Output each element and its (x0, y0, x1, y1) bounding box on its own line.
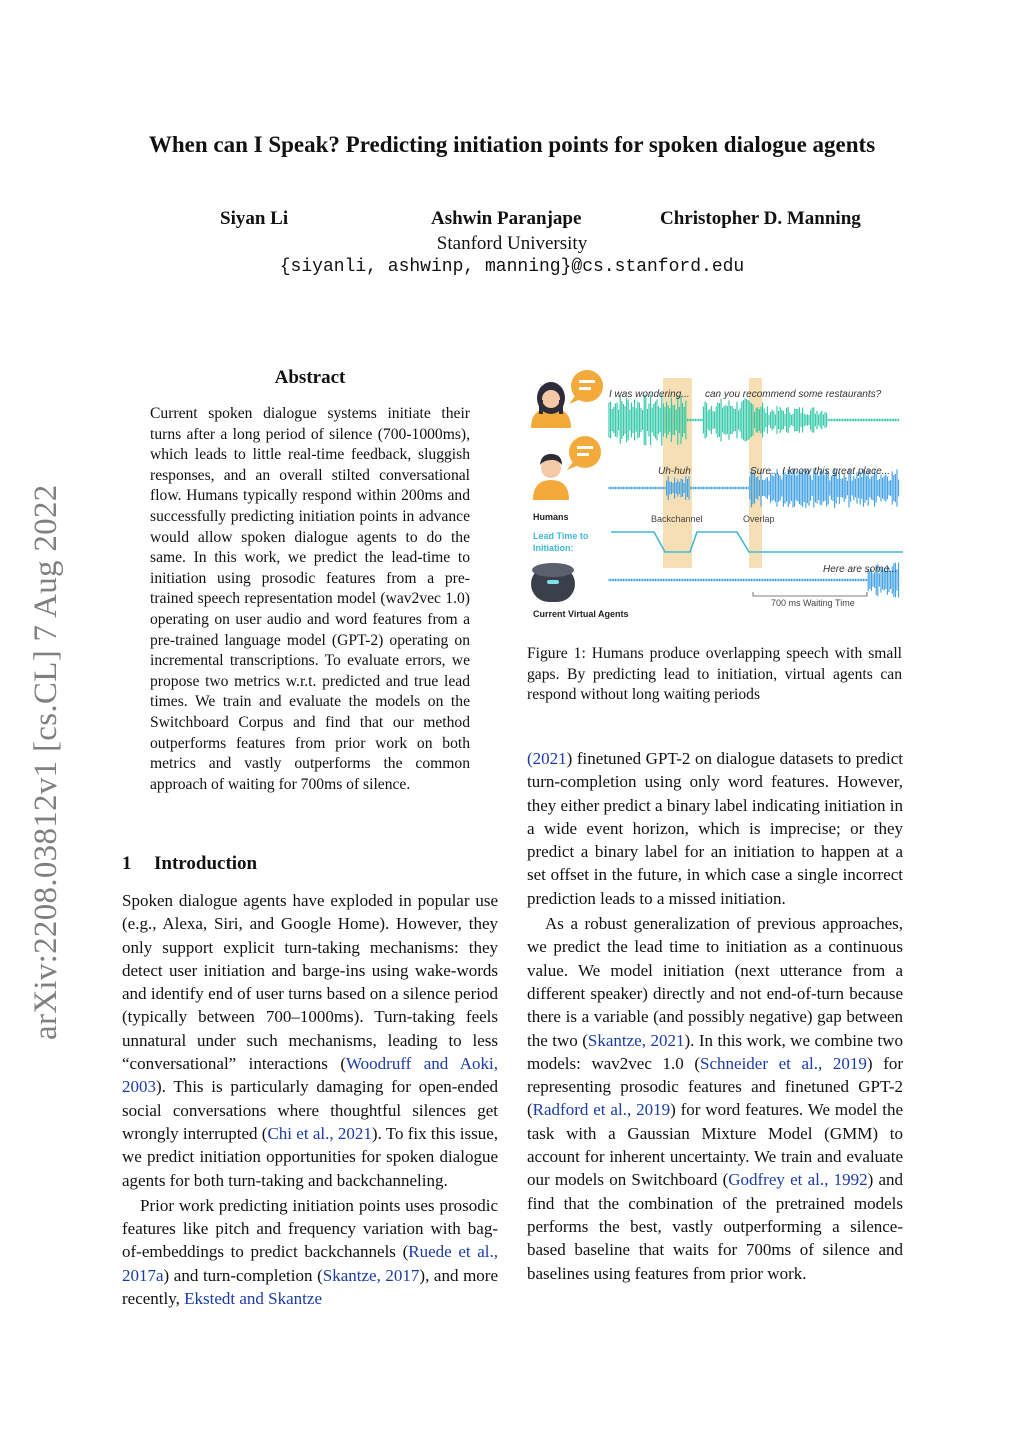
label-backchannel: Backchannel (651, 514, 703, 524)
smart-speaker-icon (531, 563, 575, 602)
citation-link[interactable]: Chi et al., 2021 (267, 1123, 372, 1143)
speech-bubble-icon (569, 370, 603, 404)
citation-link[interactable]: (2021 (527, 749, 567, 768)
author-1: Siyan Li (220, 208, 289, 229)
citation-link[interactable]: Ruede et al., 2017a (122, 1242, 499, 1285)
label-lead-time: Lead Time to Initiation: (533, 531, 589, 553)
label-agents: Current Virtual Agents (533, 609, 629, 619)
agent-response: Here are some... (823, 564, 898, 575)
arxiv-identifier: arXiv:2208.03812v1 [cs.CL] 7 Aug 2022 (28, 484, 64, 1040)
woman-avatar-icon (531, 382, 571, 428)
intro-paragraph-1: Spoken dialogue agents have exploded in popular use (e.g., Alexa, Siri, and Google Home). However, they only support explicit turn-taking mechanisms: they detect user initiation and barge-ins using wake-words and identify end of user turns based on a silence period (typically between 700–1000ms). Turn-taking feels unnatural under such mechanisms, leading to less “conversational” interactions (Woodruff and Aoki, 2003). This is particularly damaging for open-ended social conversations where thoughtful silences get wrongly interrupted (Chi et al., 2021). To fix this issue, we predict initiation opportunities for spoken dialogue agents for both turn-taking and backchanneling. (122, 891, 499, 1190)
right-column (527, 747, 903, 1285)
figure-caption: Figure 1: Humans produce overlapping speech with small gaps. By predicting lead to initiation, virtual agents can respond without long waiting periods (527, 645, 902, 704)
figure-1 (527, 370, 903, 630)
left-column (122, 889, 498, 1310)
abstract-heading: Abstract (274, 367, 346, 388)
citation-link[interactable]: Skantze, 2021 (587, 1030, 685, 1050)
utterance-1a: I was wondering... (609, 389, 690, 400)
intro-paragraph-3: (2021) finetuned GPT-2 on dialogue datasets to predict turn-completion using only word features. However, they either predict a binary label indicating initiation in a wide event horizon, which is imprecise; or they predict a binary label for an initiation to happen at a set offset in the future, in which case a single incorrect prediction leads to a missed initiation. (527, 749, 903, 908)
citation-link[interactable]: Skantze, 2017 (322, 1265, 420, 1285)
label-overlap: Overlap (743, 514, 775, 524)
intro-paragraph-4: As a robust generalization of previous approaches, we predict the lead time to initiation as a continuous value. We model initiation (next utterance from a different speaker) directly and not end-of-turn because there is a variable (and possibly negative) gap between the two (Skantze, 2021). In this work, we combine two models: wav2vec 1.0 (Schneider et al., 2019) for representing prosodic features and finetuned GPT-2 (Radford et al., 2019) for word features. We model the task with a Gaussian Mixture Model (GMM) to account for inherent uncertainty. We train and evaluate our models on Switchboard (Godfrey et al., 1992) and find that the combination of the pretrained models performs the best, vastly outperforming a silence-based baseline that waits for 700ms of silence and baselines using features from prior work. (527, 914, 904, 1283)
paper-title: When can I Speak? Predicting initiation points for spoken dialogue agents (148, 132, 876, 157)
waiting-time-bracket (753, 592, 867, 596)
citation-link[interactable]: Godfrey et al., 1992 (728, 1170, 868, 1190)
author-emails[interactable]: {siyanli, ashwinp, manning}@cs.stanford.edu (279, 257, 745, 277)
intro-paragraph-2: Prior work predicting initiation points uses prosodic features like pitch and frequency variation with bag-of-embeddings to predict backchannels (Ruede et al., 2017a) and turn-completion (Skantze, 2017), and more recently, Ekstedt and Skantze (122, 1195, 499, 1309)
utterance-2b: Sure... I know this great place... (750, 466, 891, 477)
citation-link[interactable]: Schneider et al., 2019 (700, 1053, 867, 1073)
utterance-1b: can you recommend some restaurants? (705, 389, 882, 400)
speech-bubble-icon (567, 436, 601, 470)
waiting-time-label: 700 ms Waiting Time (771, 598, 855, 608)
label-humans: Humans (533, 512, 569, 522)
author-2: Ashwin Paranjape (431, 208, 582, 229)
citation-link[interactable]: Ekstedt and Skantze (184, 1289, 322, 1309)
author-3: Christopher D. Manning (660, 208, 861, 229)
man-avatar-icon (533, 454, 569, 500)
section-title: Introduction (154, 853, 258, 874)
abstract-text: Current spoken dialogue systems initiate their turns after a long period of silence (700-1000ms), which leads to little real-time feedback, sluggish responses, and an overall stilted conversational flow. Humans typically respond within 200ms and successfully predicting initiation points in advance would allow spoken dialogue agents to do the same. In this work, we predict the lead-time to initiation using prosodic features from a pre-trained speech representation model (wav2vec 1.0) operating on user audio and word features from a pre-trained language model (GPT-2) operating on incremental transcriptions. To evaluate errors, we propose two metrics w.r.t. predicted and true lead times. We train and evaluate the models on the Switchboard Corpus and find that our method outperforms features from prior work on both metrics and vastly outperforms the common approach of waiting for 700ms of silence. (150, 405, 470, 793)
section-number: 1 (122, 853, 132, 874)
affiliation: Stanford University (436, 233, 588, 254)
section-heading (122, 853, 257, 875)
citation-link[interactable]: Woodruff and Aoki, 2003 (122, 1054, 498, 1097)
utterance-2a: Uh-huh (658, 466, 691, 477)
citation-link[interactable]: Radford et al., 2019 (532, 1100, 671, 1120)
